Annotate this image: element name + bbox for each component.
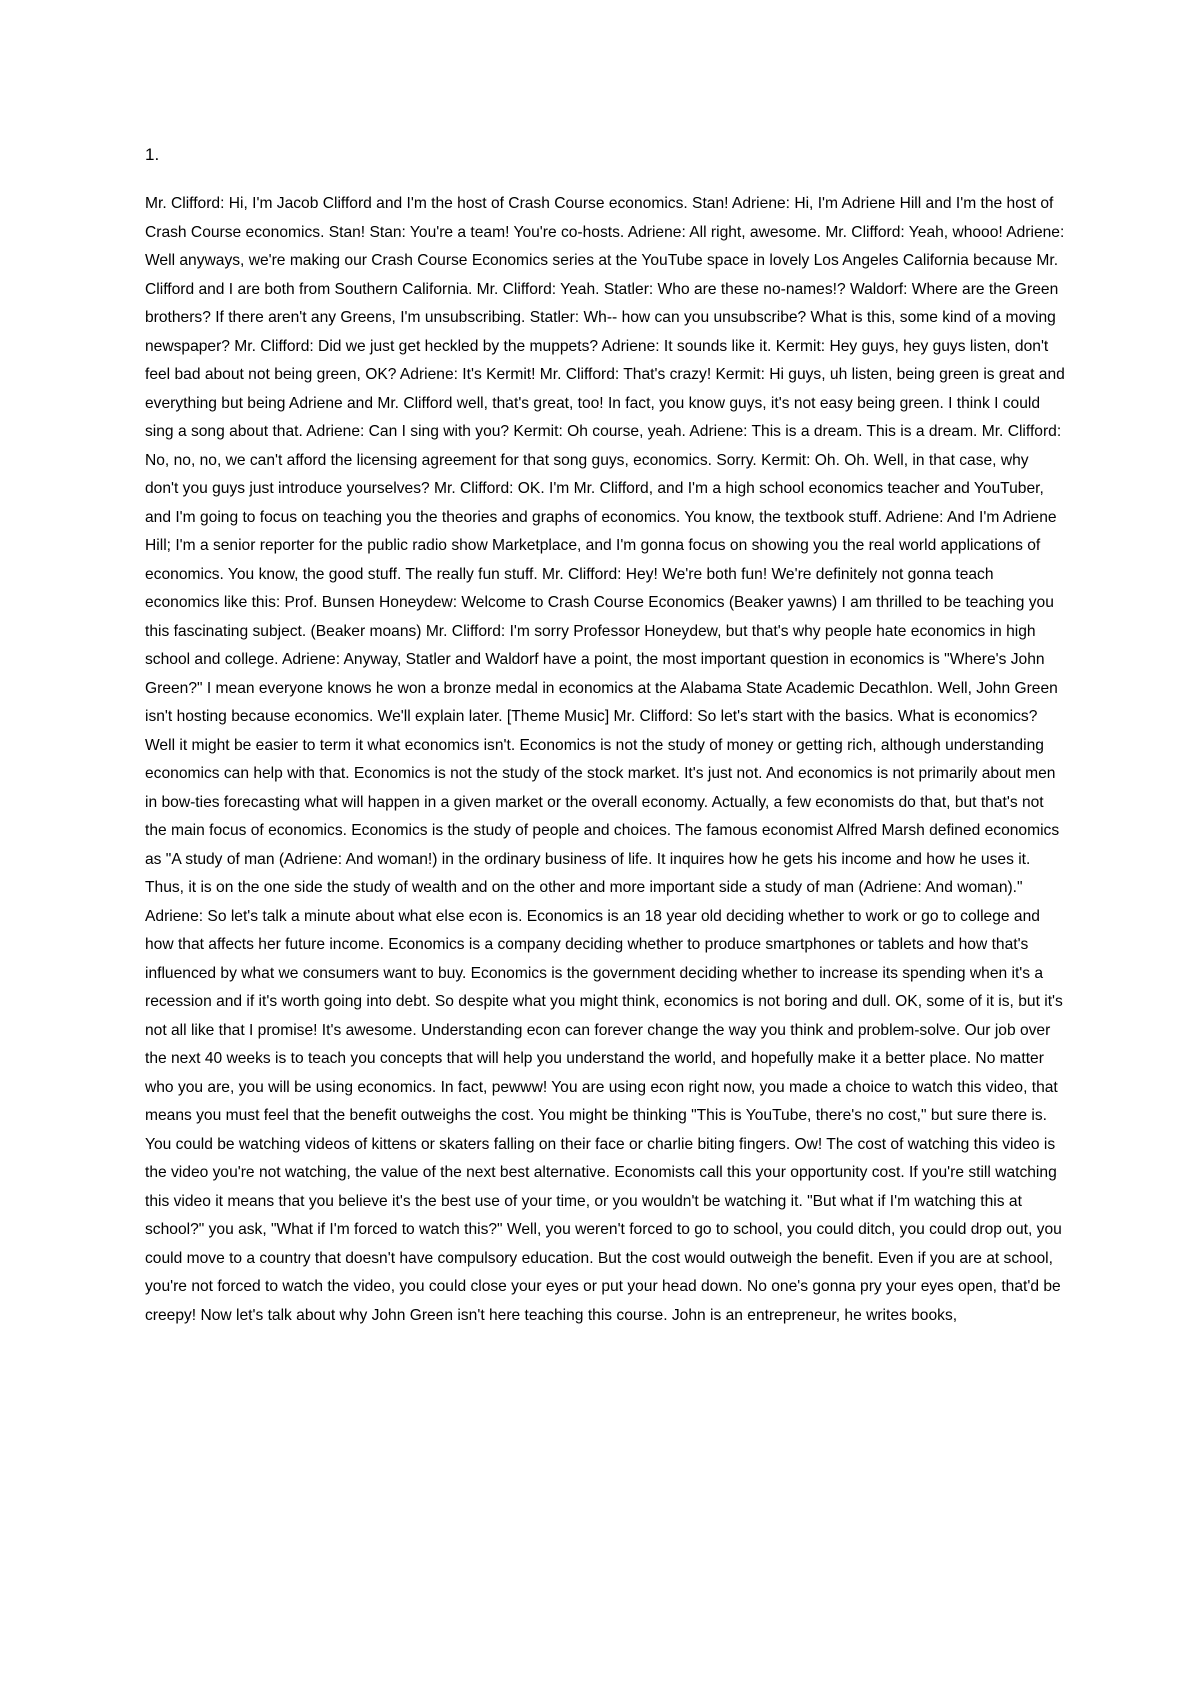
page-number: 1. <box>145 145 160 164</box>
transcript-paragraph: Mr. Clifford: Hi, I'm Jacob Clifford and I'm the host of Crash Course economics. Stan! Adriene: Hi, I'm Adriene Hill and I'm the host of Crash Course economics. Stan! Stan: You're a team! You're co-hosts. Adriene: All right, awesome. Mr. Clifford: Yeah, whooo! Adriene: Well anyways, we're making our Crash Course Economics series at the YouTube space in lovely Los Angeles California because Mr. Clifford and I are both from Southern California. Mr. Clifford: Yeah. Statler: Who are these no-names!? Waldorf: Where are the Green brothers? If there aren't any Greens, I'm unsubscribing. Statler: Wh-- how can you unsubscribe? What is this, some kind of a moving newspaper? Mr. Clifford: Did we just get heckled by the muppets? Adriene: It sounds like it. Kermit: Hey guys, hey guys listen, don't feel bad about not being green, OK? Adriene: It's Kermit! Mr. Clifford: That's crazy! Kermit: Hi guys, uh listen, being green is great and everything but being Adriene and Mr. Clifford well, that's great, too! In fact, you know guys, it's not easy being green. I think I could sing a song about that. Adriene: Can I sing with you? Kermit: Oh course, yeah. Adriene: This is a dream. This is a dream. Mr. Clifford: No, no, no, we can't afford the licensing agreement for that song guys, economics. Sorry. Kermit: Oh. Oh. Well, in that case, why don't you guys just introduce yourselves? Mr. Clifford: OK. I'm Mr. Clifford, and I'm a high school economics teacher and YouTuber, and I'm going to focus on teaching you the theories and graphs of economics. You know, the textbook stuff. Adriene: And I'm Adriene Hill; I'm a senior reporter for the public radio show Marketplace, and I'm gonna focus on showing you the real world applications of economics. You know, the good stuff. The really fun stuff. Mr. Clifford: Hey! We're both fun! We're definitely not gonna teach economics like this: Prof. Bunsen Honeydew: Welcome to Crash Course Economics (Beaker yawns) I am thrilled to be teaching you this fascinating subject. (Beaker moans) Mr. Clifford: I'm sorry Professor Honeydew, but that's why people hate economics in high school and college. Adriene: Anyway, Statler and Waldorf have a point, the most important question in economics is "Where's John Green?" I mean everyone knows he won a bronze medal in economics at the Alabama State Academic Decathlon. Well, John Green isn't hosting because economics. We'll explain later. [Theme Music] Mr. Clifford: So let's start with the basics. What is economics? Well it might be easier to term it what economics isn't. Economics is not the study of money or getting rich, although understanding economics can help with that. Economics is not the study of the stock market. It's just not. And economics is not primarily about men in bow-ties forecasting what will happen in a given market or the overall economy. Actually, a few economists do that, but that's not the main focus of economics. Economics is the study of people and choices. The famous economist Alfred Marsh defined economics as "A study of man (Adriene: And woman!) in the ordinary business of life. It inquires how he gets his income and how he uses it. Thus, it is on the one side the study of wealth and on the other and more important side a study of man (Adriene: And woman)." Adriene: So let's talk a minute about what else econ is. Economics is an 18 year old deciding whether to work or go to college and how that affects her future income. Economics is a company deciding whether to produce smartphones or tablets and how that's influenced by what we consumers want to buy. Economics is the government deciding whether to increase its spending when it's a recession and if it's worth going into debt. So despite what you might think, economics is not boring and dull. OK, some of it is, but it's not all like that I promise! It's awesome. Understanding econ can forever change the way you think and problem-solve. Our job over the next 40 weeks is to teach you concepts that will help you understand the world, and hopefully make it a better place. No matter who you are, you will be using economics. In fact, pewww! You are using econ right now, you made a choice to watch this video, that means you must feel that the benefit outweighs the cost. You might be thinking "This is YouTube, there's no cost," but sure there is. You could be watching videos of kittens or skaters falling on their face or charlie biting fingers. Ow! The cost of watching this video is the video you're not watching, the value of the next best alternative. Economists call this your opportunity cost. If you're still watching this video it means that you believe it's the best use of your time, or you wouldn't be watching it. "But what if I'm watching this at school?" you ask, "What if I'm forced to watch this?" Well, you weren't forced to go to school, you could ditch, you could drop out, you could move to a country that doesn't have compulsory education. But the cost would outweigh the benefit. Even if you are at school, you're not forced to watch the video, you could close your eyes or put your head down. No one's gonna pry your eyes open, that'd be creepy! Now let's talk about why John Green isn't here teaching this course. John is an entrepreneur, he writes books, <box>145 195 1065 1324</box>
